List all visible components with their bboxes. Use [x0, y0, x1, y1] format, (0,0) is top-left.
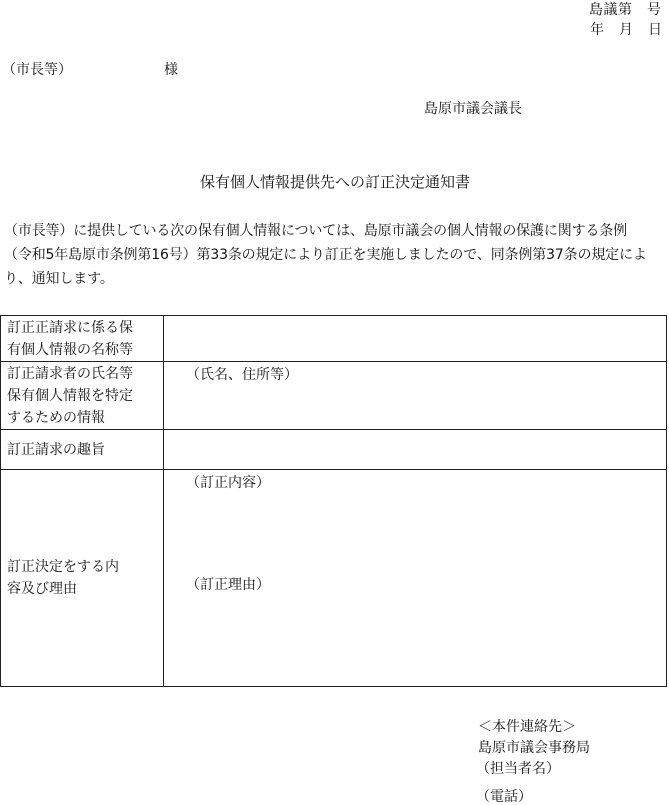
row-value-purpose — [164, 430, 667, 470]
addressee-honorific: 様 — [164, 62, 178, 78]
row-label-info-name: 訂正正請求に係る保 有個人情報の名称等 — [1, 316, 164, 362]
table-row — [1, 316, 667, 362]
contact-phone: （電話） — [476, 789, 532, 805]
document-title: 保有個人情報提供先への訂正決定通知書 — [200, 173, 471, 191]
correction-form-table — [0, 315, 667, 687]
correction-content-label: （訂正内容） — [186, 475, 270, 491]
contact-person: （担当者名） — [476, 761, 560, 777]
row-value-requester: （氏名、住所等） — [164, 362, 667, 430]
correction-reason-label: （訂正理由） — [186, 577, 270, 593]
body-line: （市長等）に提供している次の保有個人情報については、島原市議会の個人情報の保護に関する条例 — [4, 223, 627, 239]
row-value-info-name — [164, 316, 667, 362]
body-line: （令和5年島原市条例第16号）第33条の規定により訂正を実施しましたので、同条例第37条の規定によ — [4, 247, 647, 263]
row-label-decision: 訂正決定をする内 容及び理由 — [1, 470, 164, 687]
body-line: り、通知します。 — [4, 271, 114, 287]
table-row — [1, 362, 667, 430]
row-value-decision — [164, 470, 667, 687]
contact-heading: ＜本件連絡先＞ — [478, 719, 576, 735]
addressee: （市長等） — [2, 62, 72, 78]
contact-office: 島原市議会事務局 — [478, 740, 590, 756]
body-paragraph — [4, 219, 668, 291]
row-label-purpose: 訂正請求の趣旨 — [1, 430, 164, 470]
table-row — [1, 470, 667, 687]
row-label-requester: 訂正請求者の氏名等 保有個人情報を特定 するための情報 — [1, 362, 164, 430]
document-number: 島議第 号 — [589, 2, 662, 18]
sender: 島原市議会議長 — [424, 101, 522, 117]
table-row — [1, 430, 667, 470]
document-date: 年 月 日 — [590, 22, 663, 38]
